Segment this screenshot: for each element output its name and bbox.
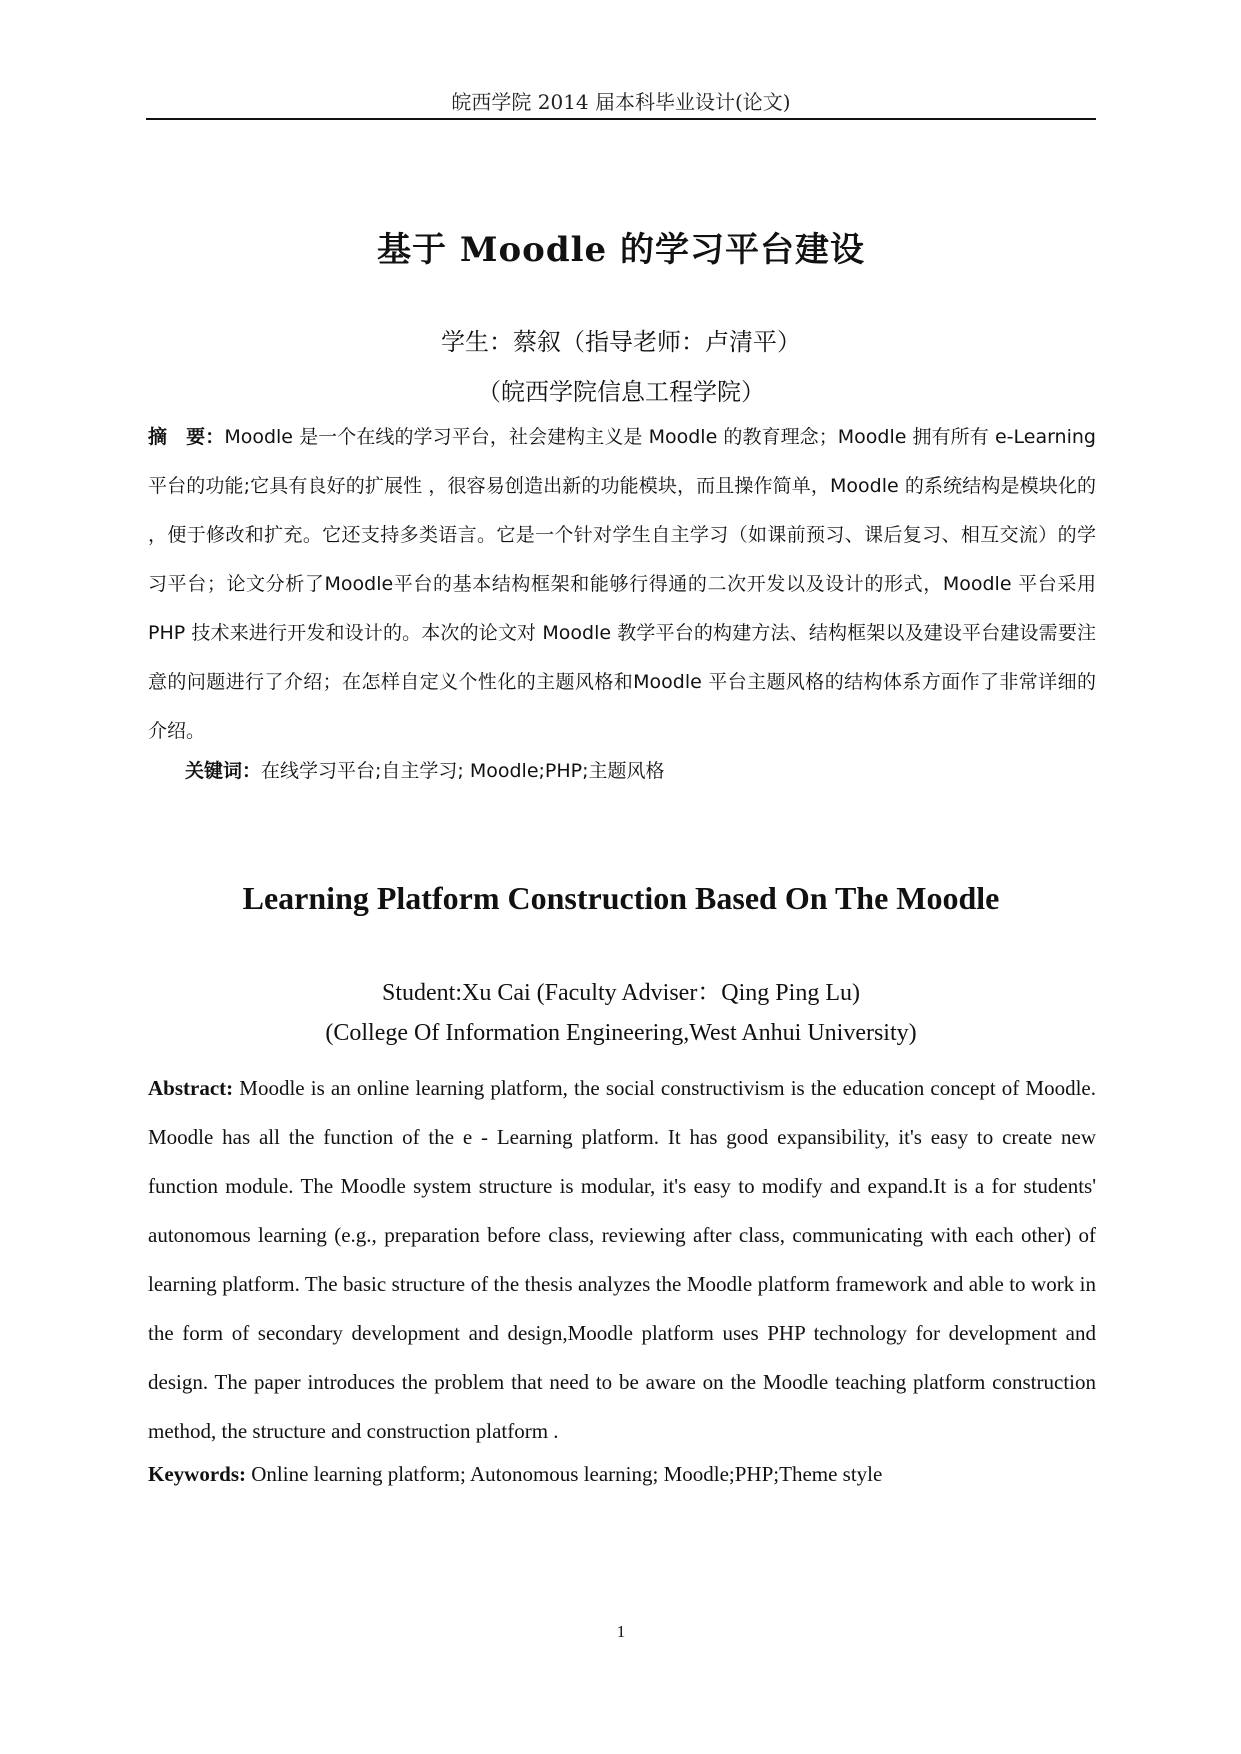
chinese-keywords-text: 在线学习平台;自主学习; Moodle;PHP;主题风格: [261, 760, 665, 782]
english-author-line: Student:Xu Cai (Faculty Adviser：Qing Ping Lu): [382, 980, 860, 1006]
english-affiliation: (College Of Information Engineering,West Anhui University): [325, 1020, 917, 1046]
english-keywords-label: Keywords:: [148, 1462, 246, 1486]
english-abstract-label: Abstract:: [148, 1076, 234, 1100]
english-abstract-text: Moodle is an online learning platform, the social constructivism is the education concept of Moodle. Moodle has all the function of the e - Learning platform. It has good expansibility, it's easy to create new function module. The Moodle system structure is modular, it's easy to modify and expand.It is a for students' autonomous learning (e.g., preparation before class, reviewing after class, communicating with each other) of learning platform. The basic structure of the thesis analyzes the Moodle platform framework and able to work in the form of secondary development and design,Moodle platform uses PHP technology for development and design. The paper introduces the problem that need to be aware on the Moodle teaching platform construction method, the structure and construction platform .: [148, 1076, 1097, 1443]
chinese-abstract-text: Moodle 是一个在线的学习平台，社会建构主义是 Moodle 的教育理念；Moodle 拥有所有 e-Learning 平台的功能;它具有良好的扩展性 ，很容易创造出新的功能模块，而且操作简单，Moodle 的系统结构是模块化的 ，便于修改和扩充。它还支持多类语言。它是一个针对学生自主学习（如课前预习、课后复习、相互交流）的学习平台；论文分析了Moodle平台的基本结构框架和能够行得通的二次开发以及设计的形式，Moodle 平台采用 PHP 技术来进行开发和设计的。本次的论文对 Moodle 教学平台的构建方法、结构框架以及建设平台建设需要注意的问题进行了介绍；在怎样自定义个性化的主题风格和Moodle 平台主题风格的结构体系方面作了非常详细的介绍。: [148, 426, 1096, 742]
chinese-keywords-label: 关键词：: [185, 760, 262, 782]
chinese-abstract: [148, 413, 1096, 756]
english-abstract: [148, 1064, 1096, 1456]
running-header: 皖西学院 2014 届本科毕业设计(论文): [451, 90, 791, 114]
chinese-title: 基于 Moodle 的学习平台建设: [377, 230, 865, 270]
chinese-abstract-label: 摘 要：: [148, 426, 225, 448]
header-rule: [146, 118, 1096, 120]
english-title: Learning Platform Construction Based On The Moodle: [242, 880, 1000, 916]
chinese-affiliation: （皖西学院信息工程学院）: [477, 378, 765, 406]
chinese-keywords: [185, 756, 1095, 783]
english-keywords: [148, 1462, 1096, 1487]
page-number: 1: [616, 1622, 626, 1641]
chinese-author-line: 学生：蔡叙（指导老师：卢清平）: [441, 328, 801, 356]
english-keywords-text: Online learning platform; Autonomous learning; Moodle;PHP;Theme style: [251, 1462, 883, 1486]
